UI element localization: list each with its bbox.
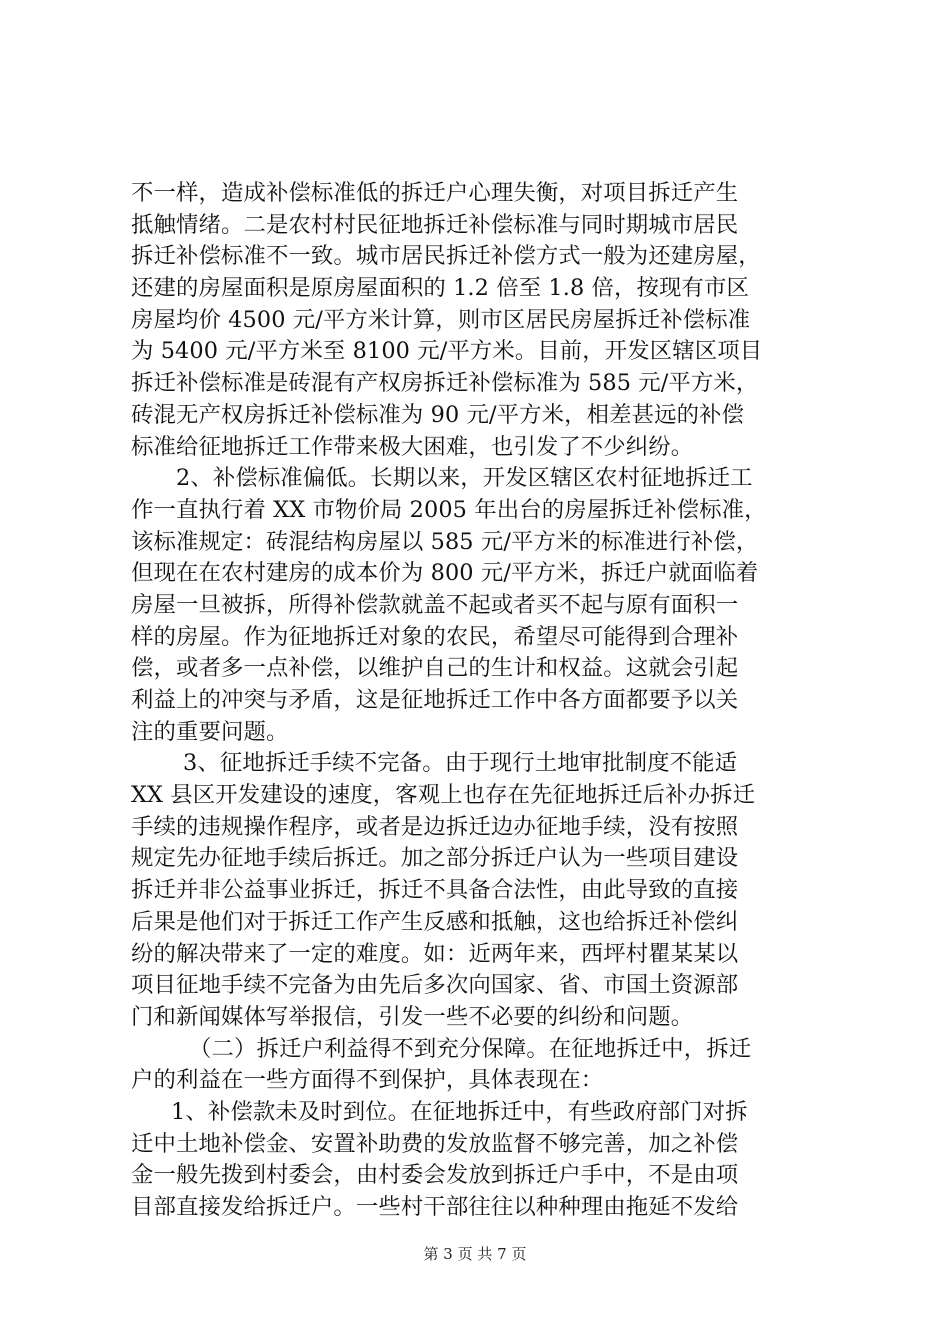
text-line: 拆迁并非公益事业拆迁，拆迁不具备合法性，由此导致的直接 <box>131 877 739 904</box>
text-line: 注的重要问题。 <box>131 718 289 745</box>
text-line: 利益上的冲突与矛盾，这是征地拆迁工作中各方面都要予以关 <box>131 687 739 713</box>
text-line: 后果是他们对于拆迁工作产生反感和抵触，这也给拆迁补偿纠 <box>131 908 739 935</box>
text-line: XX 县区开发建设的速度，客观上也存在先征地拆迁后补办拆迁 <box>131 782 756 809</box>
text-line: 门和新闻媒体写举报信，引发一些不必要的纠纷和问题。 <box>131 1003 694 1030</box>
text-line: 手续的违规操作程序，或者是边拆迁边办征地手续，没有按照 <box>131 813 739 840</box>
text-line: 砖混无产权房拆迁补偿标准为 90 元/平方米，相差甚远的补偿 <box>131 401 745 428</box>
text-line: 还建的房屋面积是原房屋面积的 1.2 倍至 1.8 倍，按现有市区 <box>131 275 749 302</box>
text-line: 作一直执行着 XX 市物价局 2005 年出台的房屋拆迁补偿标准， <box>131 496 767 523</box>
text-line: 拆迁补偿标准不一致。城市居民拆迁补偿方式一般为还建房屋， <box>131 243 761 270</box>
text-line: 该标准规定：砖混结构房屋以 585 元/平方米的标准进行补偿， <box>131 528 759 555</box>
text-line: 规定先办征地手续后拆迁。加之部分拆迁户认为一些项目建设 <box>131 845 739 872</box>
paragraph-start-line: 1、补偿款未及时到位。在征地拆迁中，有些政府部门对拆 <box>171 1098 748 1125</box>
paragraph-start-line: 3、征地拆迁手续不完备。由于现行土地审批制度不能适 <box>183 750 738 777</box>
text-line: 房屋一旦被拆，所得补偿款就盖不起或者买不起与原有面积一 <box>131 591 739 618</box>
text-line: 为 5400 元/平方米至 8100 元/平方米。目前，开发区辖区项目 <box>131 338 763 365</box>
text-line: 目部直接发给拆迁户。一些村干部往往以种种理由拖延不发给 <box>131 1194 739 1220</box>
paragraph-start-line: 2、补偿标准偏低。长期以来，开发区辖区农村征地拆迁工 <box>176 465 753 492</box>
text-line: 金一般先拨到村委会，由村委会发放到拆迁户手中，不是由项 <box>131 1162 739 1189</box>
text-line: 偿，或者多一点补偿，以维护自己的生计和权益。这就会引起 <box>131 655 739 682</box>
text-line: 项目征地手续不完备为由先后多次向国家、省、市国土资源部 <box>131 972 739 999</box>
page-footer: 第 3 页 共 7 页 <box>423 1245 527 1263</box>
text-line: 但现在在农村建房的成本价为 800 元/平方米，拆迁户就面临着 <box>131 560 759 587</box>
text-line: 拆迁补偿标准是砖混有产权房拆迁补偿标准为 585 元/平方米， <box>131 370 759 397</box>
document-body <box>131 178 825 1224</box>
paragraph-start-line: （二）拆迁户利益得不到充分保障。在征地拆迁中，拆迁 <box>189 1035 752 1062</box>
text-line: 不一样，造成补偿标准低的拆迁户心理失衡，对项目拆迁产生 <box>131 180 739 206</box>
text-line: 样的房屋。作为征地拆迁对象的农民，希望尽可能得到合理补 <box>131 623 739 650</box>
text-line: 房屋均价 4500 元/平方米计算，则市区居民房屋拆迁补偿标准 <box>131 306 751 333</box>
text-line: 户的利益在一些方面得不到保护，具体表现在： <box>131 1067 604 1094</box>
text-line: 迁中土地补偿金、安置补助费的发放监督不够完善，加之补偿 <box>131 1130 739 1157</box>
text-line: 纷的解决带来了一定的难度。如：近两年来，西坪村瞿某某以 <box>131 940 739 967</box>
text-line: 抵触情绪。二是农村村民征地拆迁补偿标准与同时期城市居民 <box>131 211 739 238</box>
text-line: 标准给征地拆迁工作带来极大困难，也引发了不少纠纷。 <box>131 433 694 460</box>
